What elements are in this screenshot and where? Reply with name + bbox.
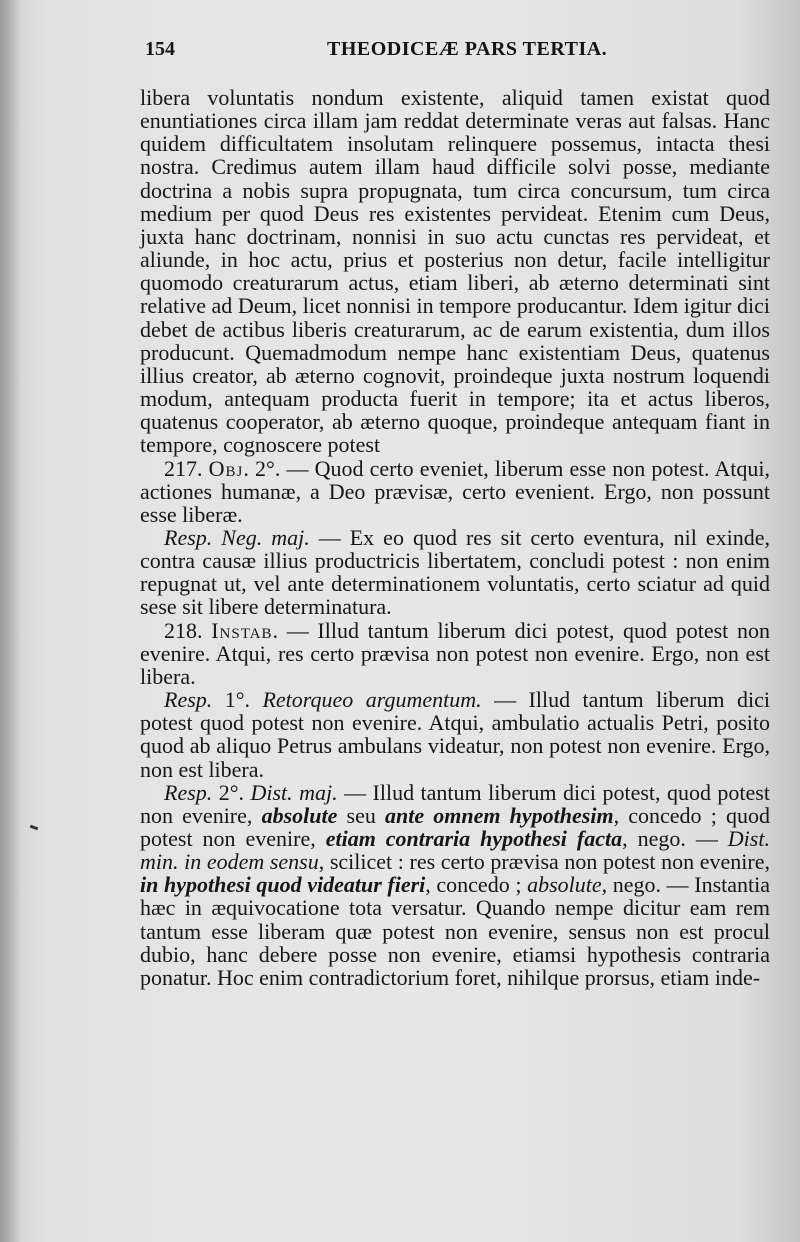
- paragraph-p3: [140, 526, 770, 619]
- text-run: — Illud tantum liberum dici potest quod potest non evenire. Atqui, ambulatio actualis Petri, posito quod ab aliquo Petrus ambulans videatur, non potest non evenire. Ergo, non est libera.: [140, 687, 770, 782]
- text-run: etiam contraria hypothesi facta: [325, 826, 623, 851]
- running-header: [145, 38, 765, 68]
- paragraph-p2: [140, 457, 770, 526]
- text-run: , concedo ; quod potest non evenire,: [140, 802, 770, 851]
- text-run: 217.: [164, 455, 209, 481]
- gutter-shadow: [0, 0, 22, 1242]
- text-run: , nego. — Instantia hæc in æquivocatione tota versatur. Quando nempe dicitur eam rem tantum esse liberam quæ potest non evenire, sensus non est procul dubio, hanc debere posse non evenire, etiamsi hypothesis contraria ponatur. Hoc enim contradictorium foret, nihilque prorsus, etiam inde-: [140, 872, 771, 990]
- text-run: seu: [337, 802, 386, 828]
- text-run: — Illud tantum liberum dici potest, quod potest non evenire,: [140, 779, 770, 828]
- running-title: THEODICEÆ PARS TERTIA.: [327, 38, 608, 60]
- text-run: , nego. —: [622, 826, 728, 851]
- text-run: Retorqueo argumentum.: [262, 687, 482, 713]
- text-run: Resp.: [164, 779, 213, 805]
- text-run: Dist. maj.: [250, 779, 338, 805]
- text-run: in hypothesi quod videatur fieri: [140, 872, 426, 898]
- text-run: Resp. Neg. maj.: [164, 524, 310, 550]
- body-text: [140, 86, 770, 989]
- text-run: absolute: [261, 802, 338, 828]
- text-run: Dist. min. in eodem sensu: [140, 826, 770, 875]
- paragraph-p6: [140, 781, 770, 989]
- text-run: Obj: [208, 455, 244, 481]
- text-run: , concedo ;: [425, 872, 528, 898]
- text-run: Resp.: [164, 687, 213, 713]
- paragraph-p4: [140, 619, 770, 688]
- text-run: . — Illud tantum liberum dici potest, quod potest non evenire. Atqui, res certo prævisa non potest non evenire. Ergo, non est libera.: [140, 617, 771, 689]
- paragraph-p1: [140, 86, 770, 457]
- text-run: 218.: [164, 617, 212, 643]
- text-run: Instab: [211, 617, 273, 643]
- text-run: , scilicet : res certo prævisa non potest non evenire,: [318, 849, 770, 875]
- text-run: 2°.: [212, 779, 251, 805]
- text-run: absolute: [527, 872, 602, 898]
- text-run: libera voluntatis nondum existente, aliquid tamen existat quod enuntiationes circa illam jam reddat determinate veras aut falsas. Hanc quidem difficultatem insolutam relinquere possemus, intacta thesi nostra. Credimus autem illam haud difficile solvi posse, mediante doctrina a nobis supra propugnata, tum circa concursum, tum circa medium per quod Deus res existentes pervideat. Etenim cum Deus, juxta hanc doctrinam, nonnisi in suo actu cunctas res pervideat, et aliunde, in hoc actu, prius et posterius non detur, facile intelligitur quomodo creaturarum actus, etiam liberi, ab æterno determinati sint relative ad Deum, licet nonnisi in tempore producantur. Idem igitur dici debet de actibus liberis creaturarum, ac de earum existentia, dum illos producunt. Quemadmodum nempe hanc existentiam Deus, quatenus illius creator, ab æterno cognovit, proindeque juxta nostrum loquendi modum, antequam producta fuerit in tempore; ita et actus liberos, quatenus cooperator, ab æterno quoque, proindeque antequam fiant in tempore, cognoscere potest: [140, 85, 770, 458]
- text-run: ante omnem hypothesim: [385, 802, 614, 828]
- paragraph-p5: [140, 688, 770, 781]
- ink-speck: [30, 825, 39, 831]
- text-run: — Ex eo quod res sit certo eventura, nil exinde, contra causæ illius productricis libertatem, concludi potest : non enim repugnat ut, vel ante determinationem voluntatis, certo sciatur ad quid sese sit libere determinatura.: [140, 524, 770, 620]
- page-number: 154: [145, 38, 175, 60]
- text-run: 1°.: [212, 687, 263, 713]
- text-run: . 2°. — Quod certo eveniet, liberum esse non potest. Atqui, actiones humanæ, a Deo prævisæ, certo evenient. Ergo, non possunt esse liberæ.: [140, 455, 771, 527]
